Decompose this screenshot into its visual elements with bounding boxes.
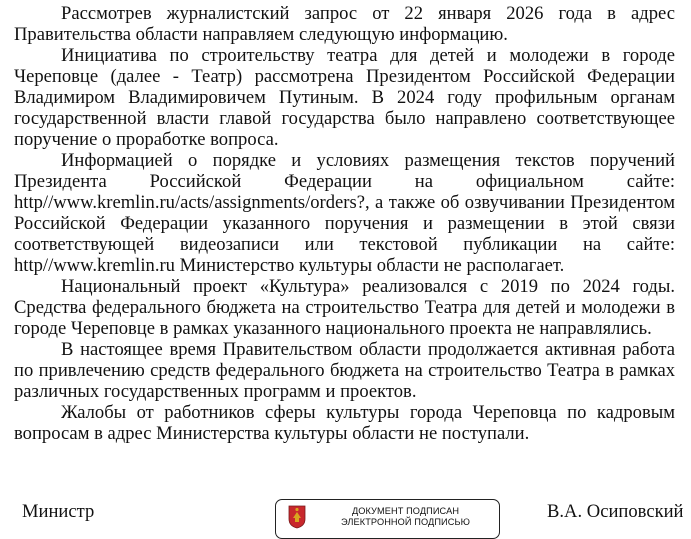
coat-of-arms-icon	[288, 505, 306, 529]
paragraph: Жалобы от работников сферы культуры города Череповца по кадровым вопросам в адрес Министерства культуры области не поступали.	[14, 402, 675, 444]
paragraph: Рассмотрев журналистский запрос от 22 января 2026 года в адрес Правительства области направляем следующую информацию.	[14, 3, 675, 45]
paragraph: Информацией о порядке и условиях размещения текстов поручений Президента Российской Федерации на официальном сайте: http//www.kremlin.ru/acts/assignments/orders?, а также об озвучивании Президентом Российской Федерации указанного поручения и размещении в этой связи соответствующей видеозаписи или текстовой публикации на сайте: http//www.kremlin.ru Министерство культуры области не располагает.	[14, 150, 675, 276]
letter-body	[14, 3, 675, 444]
signer-name: В.А. Осиповский	[547, 501, 684, 522]
paragraph: В настоящее время Правительством области продолжается активная работа по привлечению средств федерального бюджета на строительство Театра в рамках различных государственных программ и проектов.	[14, 339, 675, 402]
signer-title: Министр	[22, 501, 95, 522]
e-signature-stamp	[275, 499, 500, 539]
signature-block	[0, 498, 691, 530]
stamp-line-1: ДОКУМЕНТ ПОДПИСАН	[351, 506, 460, 516]
paragraph: Инициатива по строительству театра для детей и молодежи в городе Череповце (далее - Театр) рассмотрена Президентом Российской Федерации Владимиром Владимировичем Путиным. В 2024 году профильным органам государственной власти главой государства было направлено соответствующее поручение о проработке вопроса.	[14, 45, 675, 150]
stamp-line-2: ЭЛЕКТРОННОЙ ПОДПИСЬЮ	[341, 517, 470, 527]
paragraph: Национальный проект «Культура» реализовался с 2019 по 2024 годы. Средства федерального бюджета на строительство Театра для детей и молодежи в городе Череповце в рамках указанного национального проекта не направлялись.	[14, 276, 675, 339]
